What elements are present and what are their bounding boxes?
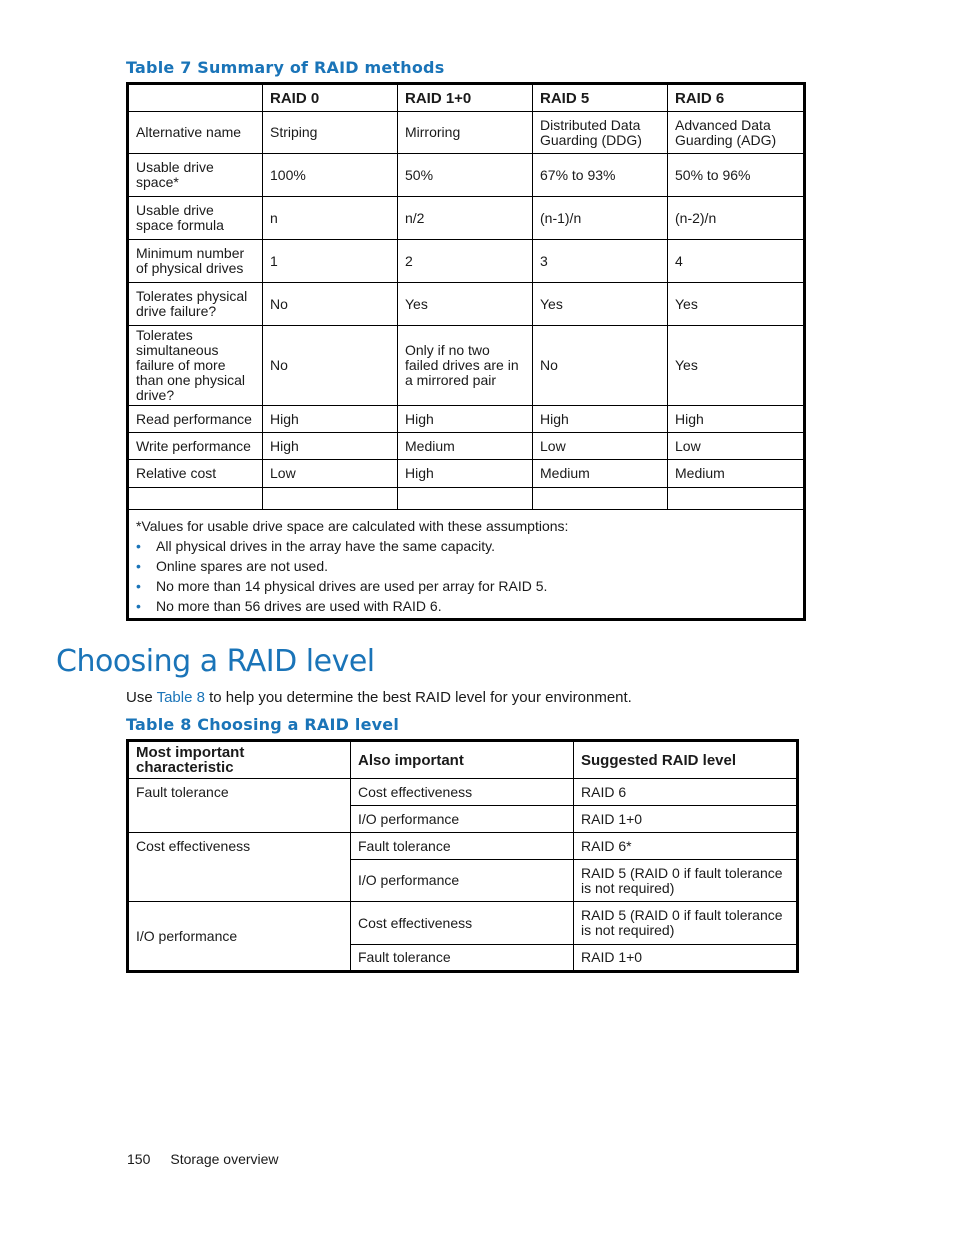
intro-paragraph bbox=[126, 689, 632, 706]
list-item bbox=[136, 556, 796, 576]
table-cell: High bbox=[263, 433, 398, 460]
table-cell: I/O performance bbox=[128, 902, 351, 972]
table-cell: RAID 1+0 bbox=[574, 945, 798, 972]
table-header-cell: RAID 6 bbox=[668, 84, 805, 112]
table-row bbox=[128, 112, 805, 154]
table-8-caption: Table 8 Choosing a RAID level bbox=[126, 715, 400, 734]
table-row bbox=[128, 197, 805, 240]
table-header-cell: RAID 0 bbox=[263, 84, 398, 112]
table-header-cell: Most important characteristic bbox=[128, 741, 351, 779]
table-row bbox=[128, 460, 805, 488]
list-item bbox=[136, 536, 796, 556]
list-item bbox=[136, 576, 796, 596]
table-cell: Distributed Data Guarding (DDG) bbox=[533, 112, 668, 154]
table-row bbox=[128, 406, 805, 433]
table-cell: Write performance bbox=[128, 433, 263, 460]
table-cell: Medium bbox=[398, 433, 533, 460]
table-cell: High bbox=[668, 406, 805, 433]
table-cell: Low bbox=[263, 460, 398, 488]
footnote-intro: *Values for usable drive space are calculated with these assumptions: bbox=[136, 518, 569, 534]
table-cell: 50% to 96% bbox=[668, 154, 805, 197]
table-cell: Fault tolerance bbox=[351, 833, 574, 860]
table-cell: No bbox=[533, 326, 668, 406]
table-cell: Fault tolerance bbox=[128, 779, 351, 833]
table-cell: RAID 5 (RAID 0 if fault tolerance is not required) bbox=[574, 902, 798, 945]
table-row bbox=[128, 833, 798, 860]
section-heading: Choosing a RAID level bbox=[56, 644, 375, 679]
table-cell: (n-2)/n bbox=[668, 197, 805, 240]
footer-section-name: Storage overview bbox=[170, 1151, 279, 1167]
bullet-icon: • bbox=[136, 578, 141, 594]
table-cell: 2 bbox=[398, 240, 533, 283]
bullet-icon: • bbox=[136, 538, 141, 554]
table-header-cell: Also important bbox=[351, 741, 574, 779]
table-cell: 50% bbox=[398, 154, 533, 197]
table-cell: No bbox=[263, 283, 398, 326]
table-cell: RAID 5 (RAID 0 if fault tolerance is not required) bbox=[574, 860, 798, 902]
table-cell: Usable drive space* bbox=[128, 154, 263, 197]
table-cell: High bbox=[398, 406, 533, 433]
table-cell: 67% to 93% bbox=[533, 154, 668, 197]
table-cell: No bbox=[263, 326, 398, 406]
table-cell: 100% bbox=[263, 154, 398, 197]
raid-summary-table bbox=[126, 82, 806, 621]
table-row-empty bbox=[128, 488, 805, 510]
table-cell: Minimum number of physical drives bbox=[128, 240, 263, 283]
table-cell: Cost effectiveness bbox=[128, 833, 351, 902]
table-row bbox=[128, 283, 805, 326]
table-footnote bbox=[128, 510, 805, 620]
table-cell: Only if no two failed drives are in a mirrored pair bbox=[398, 326, 533, 406]
table-cell: 3 bbox=[533, 240, 668, 283]
table-cell: RAID 6 bbox=[574, 779, 798, 806]
bullet-icon: • bbox=[136, 598, 141, 614]
footnote-list bbox=[136, 536, 796, 616]
table-header-cell bbox=[128, 84, 263, 112]
page-number: 150 bbox=[127, 1151, 151, 1167]
table-cell: Usable drive space formula bbox=[128, 197, 263, 240]
choosing-raid-table bbox=[126, 739, 799, 973]
table-cell: Cost effectiveness bbox=[351, 902, 574, 945]
table-cell: Mirroring bbox=[398, 112, 533, 154]
table-cell: Medium bbox=[668, 460, 805, 488]
table-cell: Low bbox=[533, 433, 668, 460]
table-row bbox=[128, 779, 798, 806]
table-row bbox=[128, 326, 805, 406]
table-cell bbox=[668, 488, 805, 510]
table-row bbox=[128, 154, 805, 197]
table-cell: Alternative name bbox=[128, 112, 263, 154]
table-cell bbox=[128, 488, 263, 510]
table-cell: Yes bbox=[668, 326, 805, 406]
bullet-icon: • bbox=[136, 558, 141, 574]
table-header-cell: Suggested RAID level bbox=[574, 741, 798, 779]
list-item-text: No more than 56 drives are used with RAID 6. bbox=[156, 598, 442, 614]
table-cell: 1 bbox=[263, 240, 398, 283]
table-cell: Medium bbox=[533, 460, 668, 488]
table-cell: Tolerates physical drive failure? bbox=[128, 283, 263, 326]
table-cell: I/O performance bbox=[351, 860, 574, 902]
table-cell: High bbox=[398, 460, 533, 488]
list-item-text: All physical drives in the array have the same capacity. bbox=[156, 538, 496, 554]
table-cell: High bbox=[263, 406, 398, 433]
table-row bbox=[128, 902, 798, 945]
table-cell: Fault tolerance bbox=[351, 945, 574, 972]
table-cell: High bbox=[533, 406, 668, 433]
table-cell: n/2 bbox=[398, 197, 533, 240]
table-cell: Yes bbox=[668, 283, 805, 326]
table-row bbox=[128, 240, 805, 283]
page-footer bbox=[127, 1151, 299, 1167]
table-row bbox=[128, 433, 805, 460]
table-7-caption: Table 7 Summary of RAID methods bbox=[126, 58, 445, 77]
intro-text-before: Use bbox=[126, 689, 157, 706]
list-item bbox=[136, 596, 796, 616]
table-cell: Tolerates simultaneous failure of more than one physical drive? bbox=[128, 326, 263, 406]
table-cell: RAID 1+0 bbox=[574, 806, 798, 833]
table-header-cell: RAID 5 bbox=[533, 84, 668, 112]
table-cell bbox=[263, 488, 398, 510]
table-cell: RAID 6* bbox=[574, 833, 798, 860]
table-cell: Cost effectiveness bbox=[351, 779, 574, 806]
table-cell: Yes bbox=[533, 283, 668, 326]
list-item-text: No more than 14 physical drives are used per array for RAID 5. bbox=[156, 578, 548, 594]
table-cell: Read performance bbox=[128, 406, 263, 433]
table-cell: I/O performance bbox=[351, 806, 574, 833]
table-cell: Advanced Data Guarding (ADG) bbox=[668, 112, 805, 154]
table-cell: 4 bbox=[668, 240, 805, 283]
table-cell: Relative cost bbox=[128, 460, 263, 488]
table-cell: Yes bbox=[398, 283, 533, 326]
table-cell: Striping bbox=[263, 112, 398, 154]
table-cell bbox=[398, 488, 533, 510]
table-header-cell: RAID 1+0 bbox=[398, 84, 533, 112]
table-note-row bbox=[128, 510, 805, 620]
table-cell: Low bbox=[668, 433, 805, 460]
intro-text-after: to help you determine the best RAID level for your environment. bbox=[204, 689, 632, 706]
table-8-link[interactable]: Table 8 bbox=[156, 689, 205, 706]
table-cell: n bbox=[263, 197, 398, 240]
list-item-text: Online spares are not used. bbox=[156, 558, 328, 574]
table-cell bbox=[533, 488, 668, 510]
table-cell: (n-1)/n bbox=[533, 197, 668, 240]
